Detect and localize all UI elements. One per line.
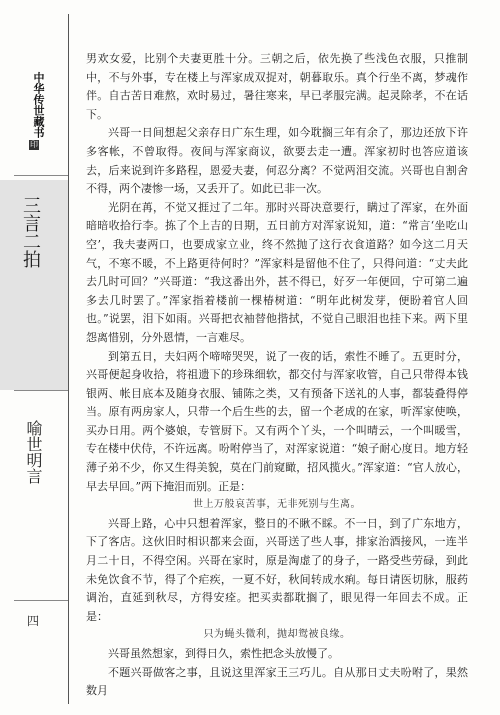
- page-number-divider: [14, 600, 68, 601]
- paragraph: 男欢女爱，比别个夫妻更胜十分。三朝之后，依先换了些浅色衣服，只推制中，不与外事，专在楼上与浑家成双捉对，朝暮取乐。真个行坐不离，梦魂作伴。自古苦日难熬，欢时易过，暑往寒来，早已孝服完满。起灵除孝，不在话下。: [86, 52, 468, 121]
- page-number: 四: [27, 614, 40, 628]
- seal-stamp-icon: 印: [30, 140, 38, 149]
- paragraph: 光阴在苒，不觉又捱过了二年。那时兴哥决意要行，瞒过了浑家，在外面暗暗收拾行李。拣了个上吉的日期，五日前方对浑家说知，道：“常言‘坐吃山空’，我夫妻两口，也要成家立业，终不然抛了这行衣食道路？如今这二月天气，不寒不暖，不上路更待何时？”浑家料是留他不住了，只得问道：“丈夫此去几时可回？”兴哥道：“我这番出外，甚不得已，好歹一年便回，宁可第二遍多去几时罢了。”浑家指着楼前一棵椿树道：“明年此树发芽，便盼着官人回也。”说罢，泪下如雨。兴哥把衣袖替他揩拭，不觉自己眼泪也挂下来。两下里怨离惜别，分外恩情，一言难尽。: [86, 200, 468, 344]
- margin-rule: [68, 14, 69, 704]
- section-divider-bottom: [14, 390, 68, 391]
- series-title: 中华传世藏书: [32, 72, 45, 138]
- paragraph: 到第五日，夫妇两个啼啼哭哭，说了一夜的话，索性不睡了。五更时分，兴哥便起身收拾，将祖遗下的珍珠细软，都交付与浑家收管，自己只带得本钱银两、帐目底本及随身衣服、铺陈之类，又有预备下送礼的人事，都装叠得停当。原有两房家人，只带一个后生些的去，留一个老成的在家，听浑家使唤，买办日用。两个婆娘，专管厨下。又有两个丫头，一个叫晴云，一个叫暖雪，专在楼中伏侍，不许远离。吩咐停当了，对浑家说道：“娘子耐心度日。地方轻薄子弟不少，你又生得美貌，莫在门前窥瞰，招风揽火。”浑家道：“官人放心，早去早回。”两下掩泪而别。正是：: [86, 349, 468, 493]
- section-divider-top: [14, 175, 68, 176]
- paragraph: 不题兴哥做客之事，且说这里浑家王三巧儿。自从那日丈夫吩咐了，果然数月: [86, 665, 468, 698]
- paragraph: 兴哥虽然想家，到得日久，索性把念头放慢了。: [108, 647, 339, 660]
- collection-title: 三言二拍: [20, 196, 41, 268]
- paragraph: 兴哥一日间想起父亲存日广东生理，如今耽搁三年有余了，那边还放下许多客帐，不曾取得。夜间与浑家商议，欲要去走一遭。浑家初时也答应道该去，后来说到许多路程，恩爱夫妻，何忍分离？不觉两泪交流。兴哥也自割舍不得，两个凄惨一场，又丢开了。如此已非一次。: [86, 126, 468, 196]
- body-text: [86, 50, 468, 701]
- poem-line: 只为蝇头微利，抛却鸳被良缘。: [203, 629, 351, 641]
- story-title: 喻世明言: [24, 420, 43, 484]
- paragraph: 兴哥上路，心中只想着浑家，整日的不瞅不睬。不一日，到了广东地方，下了客店。这伙旧时相识都来会面，兴哥送了些人事，排家治酒接风，一连半月二十日，不得空闲。兴哥在家时，原是淘虚了的身子，一路受些劳碌，到此未免饮食不节，得了个疟疾，一夏不好，秋间转成水痢。每日请医切脉，服药调治，直延到秋尽，方得安痊。把买卖都耽搁了，眼见得一年回去不成。正是：: [86, 516, 468, 623]
- poem-line: 世上万般哀苦事，无非死别与生离。: [193, 499, 361, 511]
